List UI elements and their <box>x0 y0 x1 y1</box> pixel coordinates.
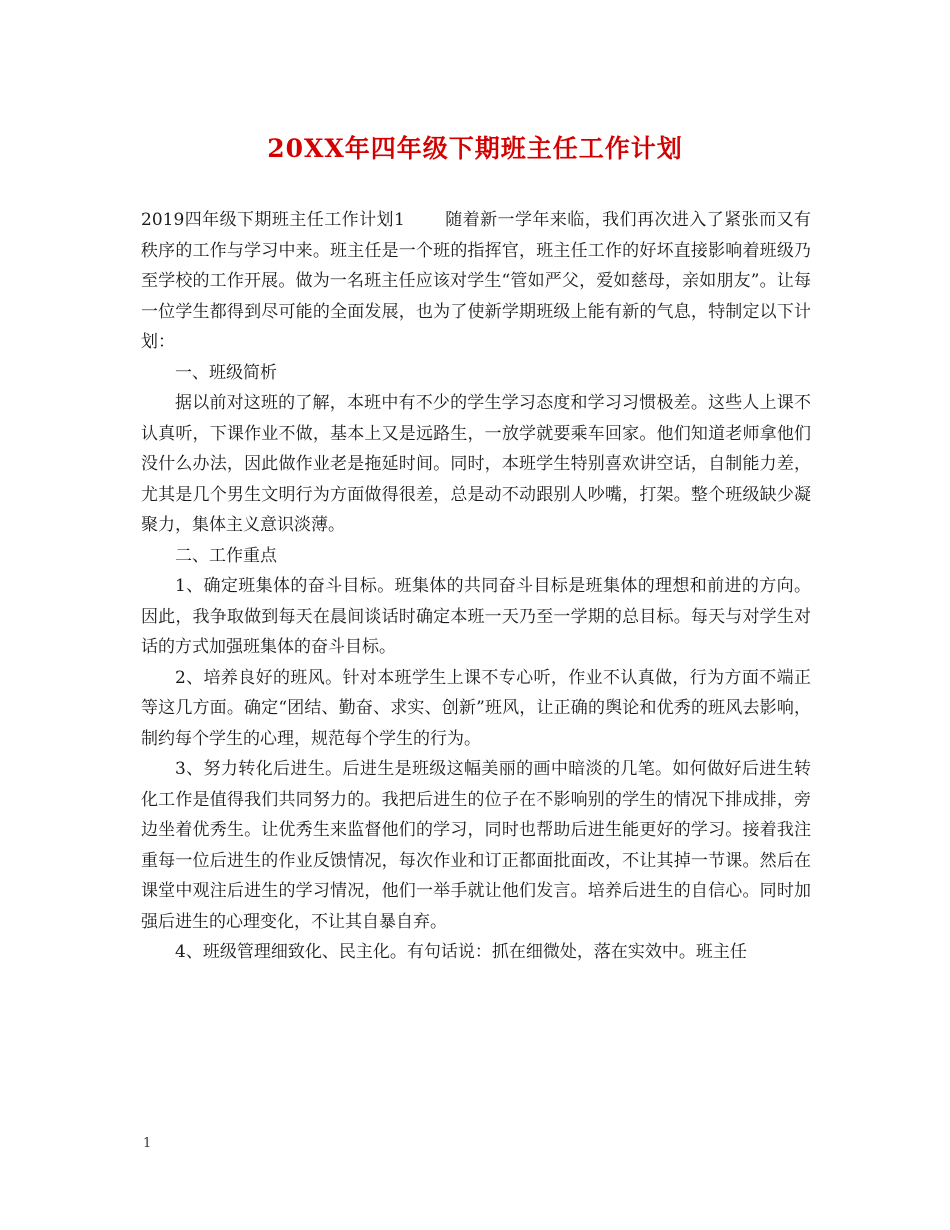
point1-paragraph: 1、确定班集体的奋斗目标。班集体的共同奋斗目标是班集体的理想和前进的方向。因此，我争取做到每天在晨间谈话时确定本班一天乃至一学期的总目标。每天与对学生对话的方式加强班集体的奋斗目标。 <box>141 576 811 657</box>
intro-text: 随着新一学年来临，我们再次进入了紧张而又有秩序的工作与学习中来。班主任是一个班的指挥官，班主任工作的好坏直接影响着班级乃至学校的工作开展。做为一名班主任应该对学生“管如严父，爱如慈母，亲如朋友”。让每一位学生都得到尽可能的全面发展，也为了使新学期班级上能有新的气息，特制定以下计划： <box>141 210 811 352</box>
section1-paragraph: 据以前对这班的了解，本班中有不少的学生学习态度和学习习惯极差。这些人上课不认真听，下课作业不做，基本上又是远路生，一放学就要乘车回家。他们知道老师拿他们没什么办法，因此做作业老是拖延时间。同时，本班学生特别喜欢讲空话，自制能力差，尤其是几个男生文明行为方面做得很差，总是动不动跟别人吵嘴，打架。整个班级缺少凝聚力，集体主义意识淡薄。 <box>141 393 811 535</box>
document-body <box>141 205 811 968</box>
point4-paragraph: 4、班级管理细致化、民主化。有句话说：抓在细微处，落在实效中。班主任 <box>175 942 747 962</box>
document-title: 20XX年四年级下期班主任工作计划 <box>267 134 683 163</box>
page-number: 1 <box>143 1136 152 1151</box>
section2-heading: 二、工作重点 <box>175 545 277 566</box>
point2-paragraph: 2、培养良好的班风。针对本班学生上课不专心听，作业不认真做，行为方面不端正等这几方面。确定“团结、勤奋、求实、创新”班风，让正确的舆论和优秀的班风去影响，制约每个学生的心理，规范每个学生的行为。 <box>141 667 811 749</box>
intro-lead: 2019四年级下期班主任工作计划1 <box>141 210 405 230</box>
section1-heading: 一、班级简析 <box>175 362 277 383</box>
intro-paragraph <box>141 205 811 358</box>
point3-paragraph: 3、努力转化后进生。后进生是班级这幅美丽的画中暗淡的几笔。如何做好后进生转化工作是值得我们共同努力的。我把后进生的位子在不影响别的学生的情况下排成排，旁边坐着优秀生。让优秀生来监督他们的学习，同时也帮助后进生能更好的学习。接着我注重每一位后进生的作业反馈情况，每次作业和订正都面批面改，不让其掉一节课。然后在课堂中观注后进生的学习情况，他们一举手就让他们发言。培养后进生的自信心。同时加强后进生的心理变化，不让其自暴自弃。 <box>141 759 811 932</box>
